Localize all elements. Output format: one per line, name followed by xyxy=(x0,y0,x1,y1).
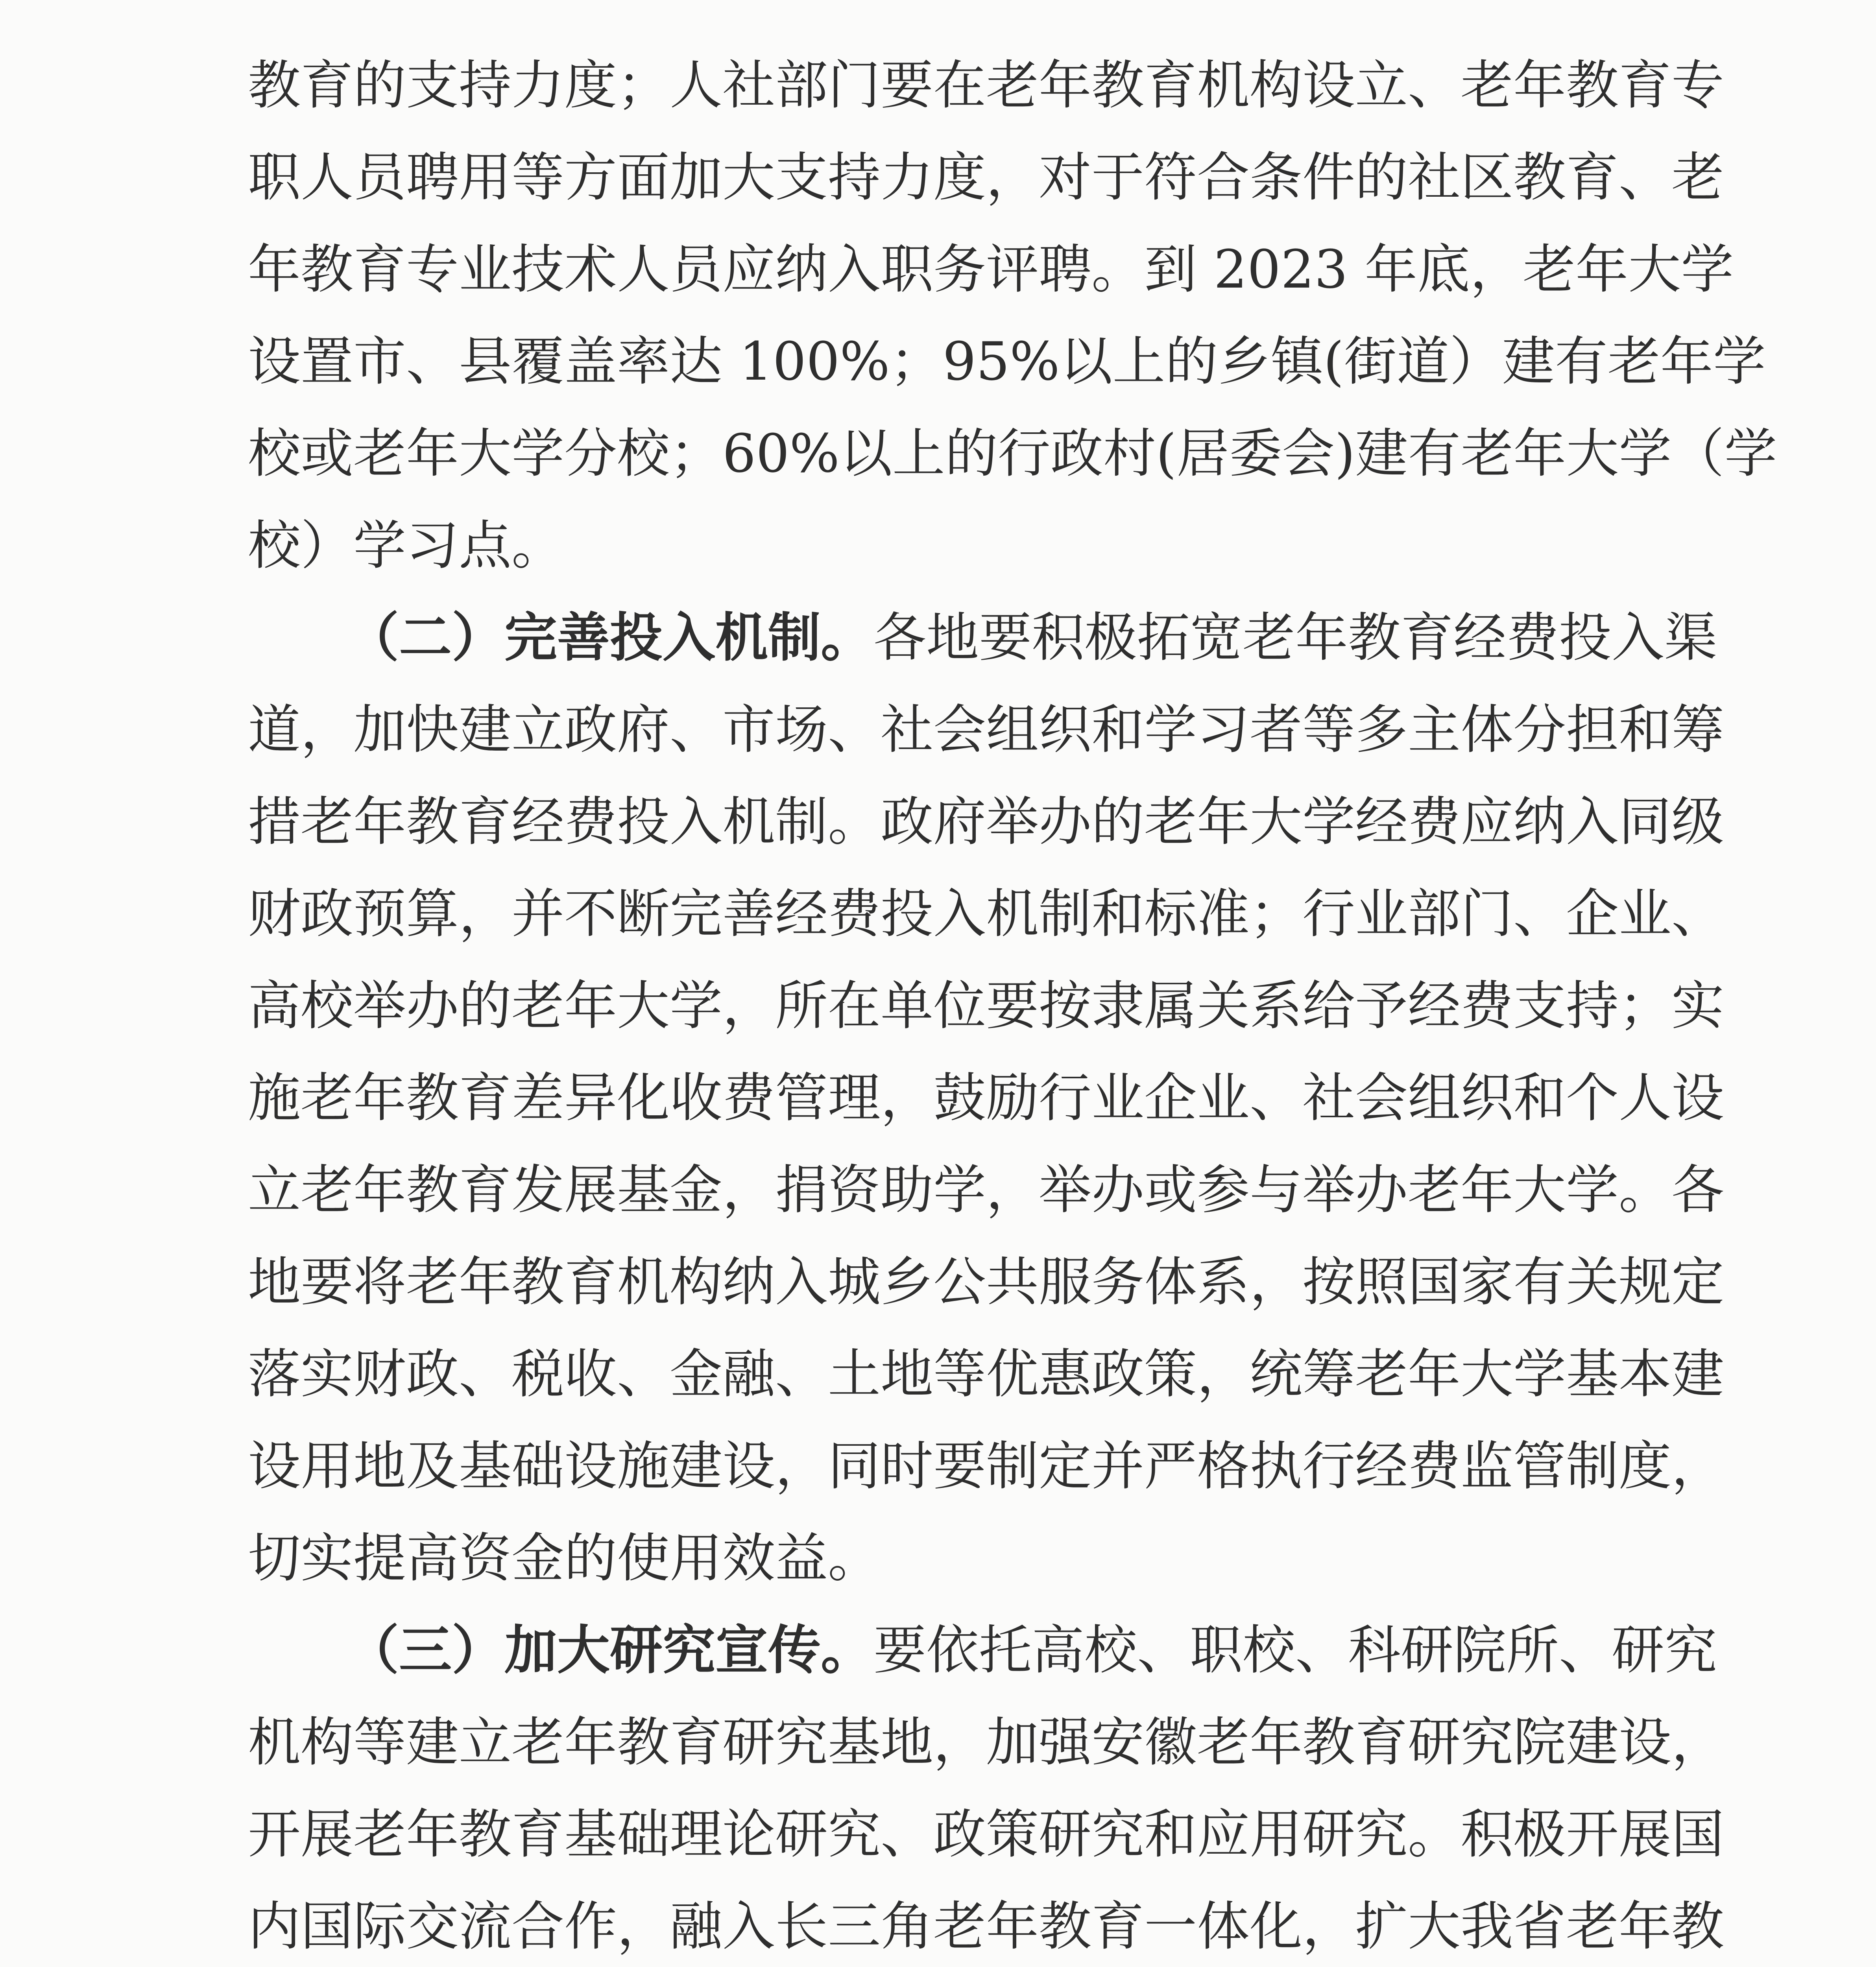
text-line: 道，加快建立政府、市场、社会组织和学习者等多主体分担和筹 xyxy=(248,699,1725,760)
text-line: 施老年教育差异化收费管理，鼓励行业企业、社会组织和个人设 xyxy=(248,1067,1725,1129)
text-line: 措老年教育经费投入机制。政府举办的老年大学经费应纳入同级 xyxy=(248,791,1725,852)
section-2-first-line-text: 各地要积极拓宽老年教育经费投入渠 xyxy=(873,607,1717,668)
text-line: 财政预算，并不断完善经费投入机制和标准；行业部门、企业、 xyxy=(248,883,1725,945)
text-line: 校或老年大学分校；60%以上的行政村(居委会)建有老年大学（学 xyxy=(248,423,1777,484)
section-2-heading: （二）完善投入机制。 xyxy=(346,607,874,668)
text-line: 开展老年教育基础理论研究、政策研究和应用研究。积极开展国 xyxy=(248,1804,1725,1865)
text-line: 年教育专业技术人员应纳入职务评聘。到 2023 年底，老年大学 xyxy=(248,239,1734,300)
body-text xyxy=(248,39,1777,1967)
text-line: 高校举办的老年大学，所在单位要按隶属关系给予经费支持；实 xyxy=(248,975,1725,1037)
section-3-first-line-text: 要依托高校、职校、科研院所、研究 xyxy=(873,1620,1717,1681)
section-3-first-line xyxy=(248,1604,1717,1696)
text-line: 设置市、县覆盖率达 100%；95%以上的乡镇(街道）建有老年学 xyxy=(248,331,1766,392)
text-line: 设用地及基础设施建设，同时要制定并严格执行经费监管制度， xyxy=(248,1436,1725,1497)
text-line: 切实提高资金的使用效益。 xyxy=(248,1528,881,1589)
text-line: 落实财政、税收、金融、土地等优惠政策，统筹老年大学基本建 xyxy=(248,1343,1725,1405)
text-line: 职人员聘用等方面加大支持力度，对于符合条件的社区教育、老 xyxy=(248,147,1725,208)
text-line: 机构等建立老年教育研究基地，加强安徽老年教育研究院建设， xyxy=(248,1712,1725,1773)
section-3-heading: （三）加大研究宣传。 xyxy=(346,1620,874,1681)
text-line: 立老年教育发展基金，捐资助学，举办或参与举办老年大学。各 xyxy=(248,1159,1725,1221)
section-2-first-line xyxy=(248,592,1717,684)
text-line: 校）学习点。 xyxy=(248,515,565,576)
text-line: 地要将老年教育机构纳入城乡公共服务体系，按照国家有关规定 xyxy=(248,1251,1725,1313)
text-line: 内国际交流合作，融入长三角老年教育一体化，扩大我省老年教 xyxy=(248,1896,1725,1957)
text-line: 教育的支持力度；人社部门要在老年教育机构设立、老年教育专 xyxy=(248,55,1725,116)
